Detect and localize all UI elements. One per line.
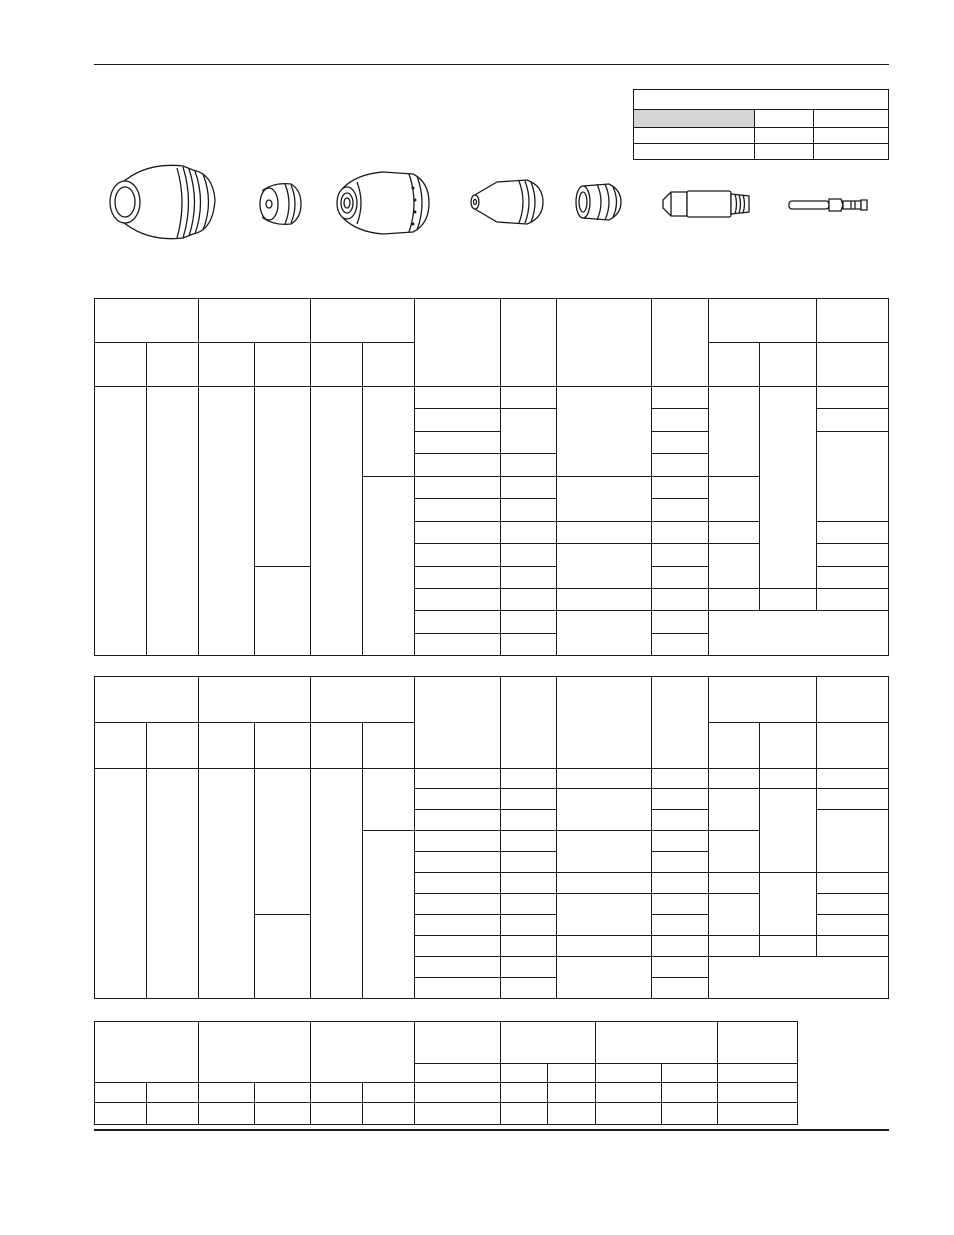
consumables-table-2 [94, 676, 889, 999]
consumables-table-3 [94, 1021, 798, 1125]
parts-illustration-row [95, 150, 890, 250]
shield-cup-icon [105, 160, 220, 245]
nozzle-icon [467, 178, 547, 226]
water-tube-icon [785, 194, 871, 216]
retaining-cap-icon [333, 168, 433, 238]
consumables-table-1 [94, 298, 889, 656]
legend-header-cell [634, 109, 755, 127]
shield-icon [255, 180, 305, 228]
swirl-ring-icon [573, 180, 623, 224]
footer-rule [94, 1129, 889, 1131]
header-rule [94, 64, 889, 65]
electrode-icon [657, 184, 753, 224]
